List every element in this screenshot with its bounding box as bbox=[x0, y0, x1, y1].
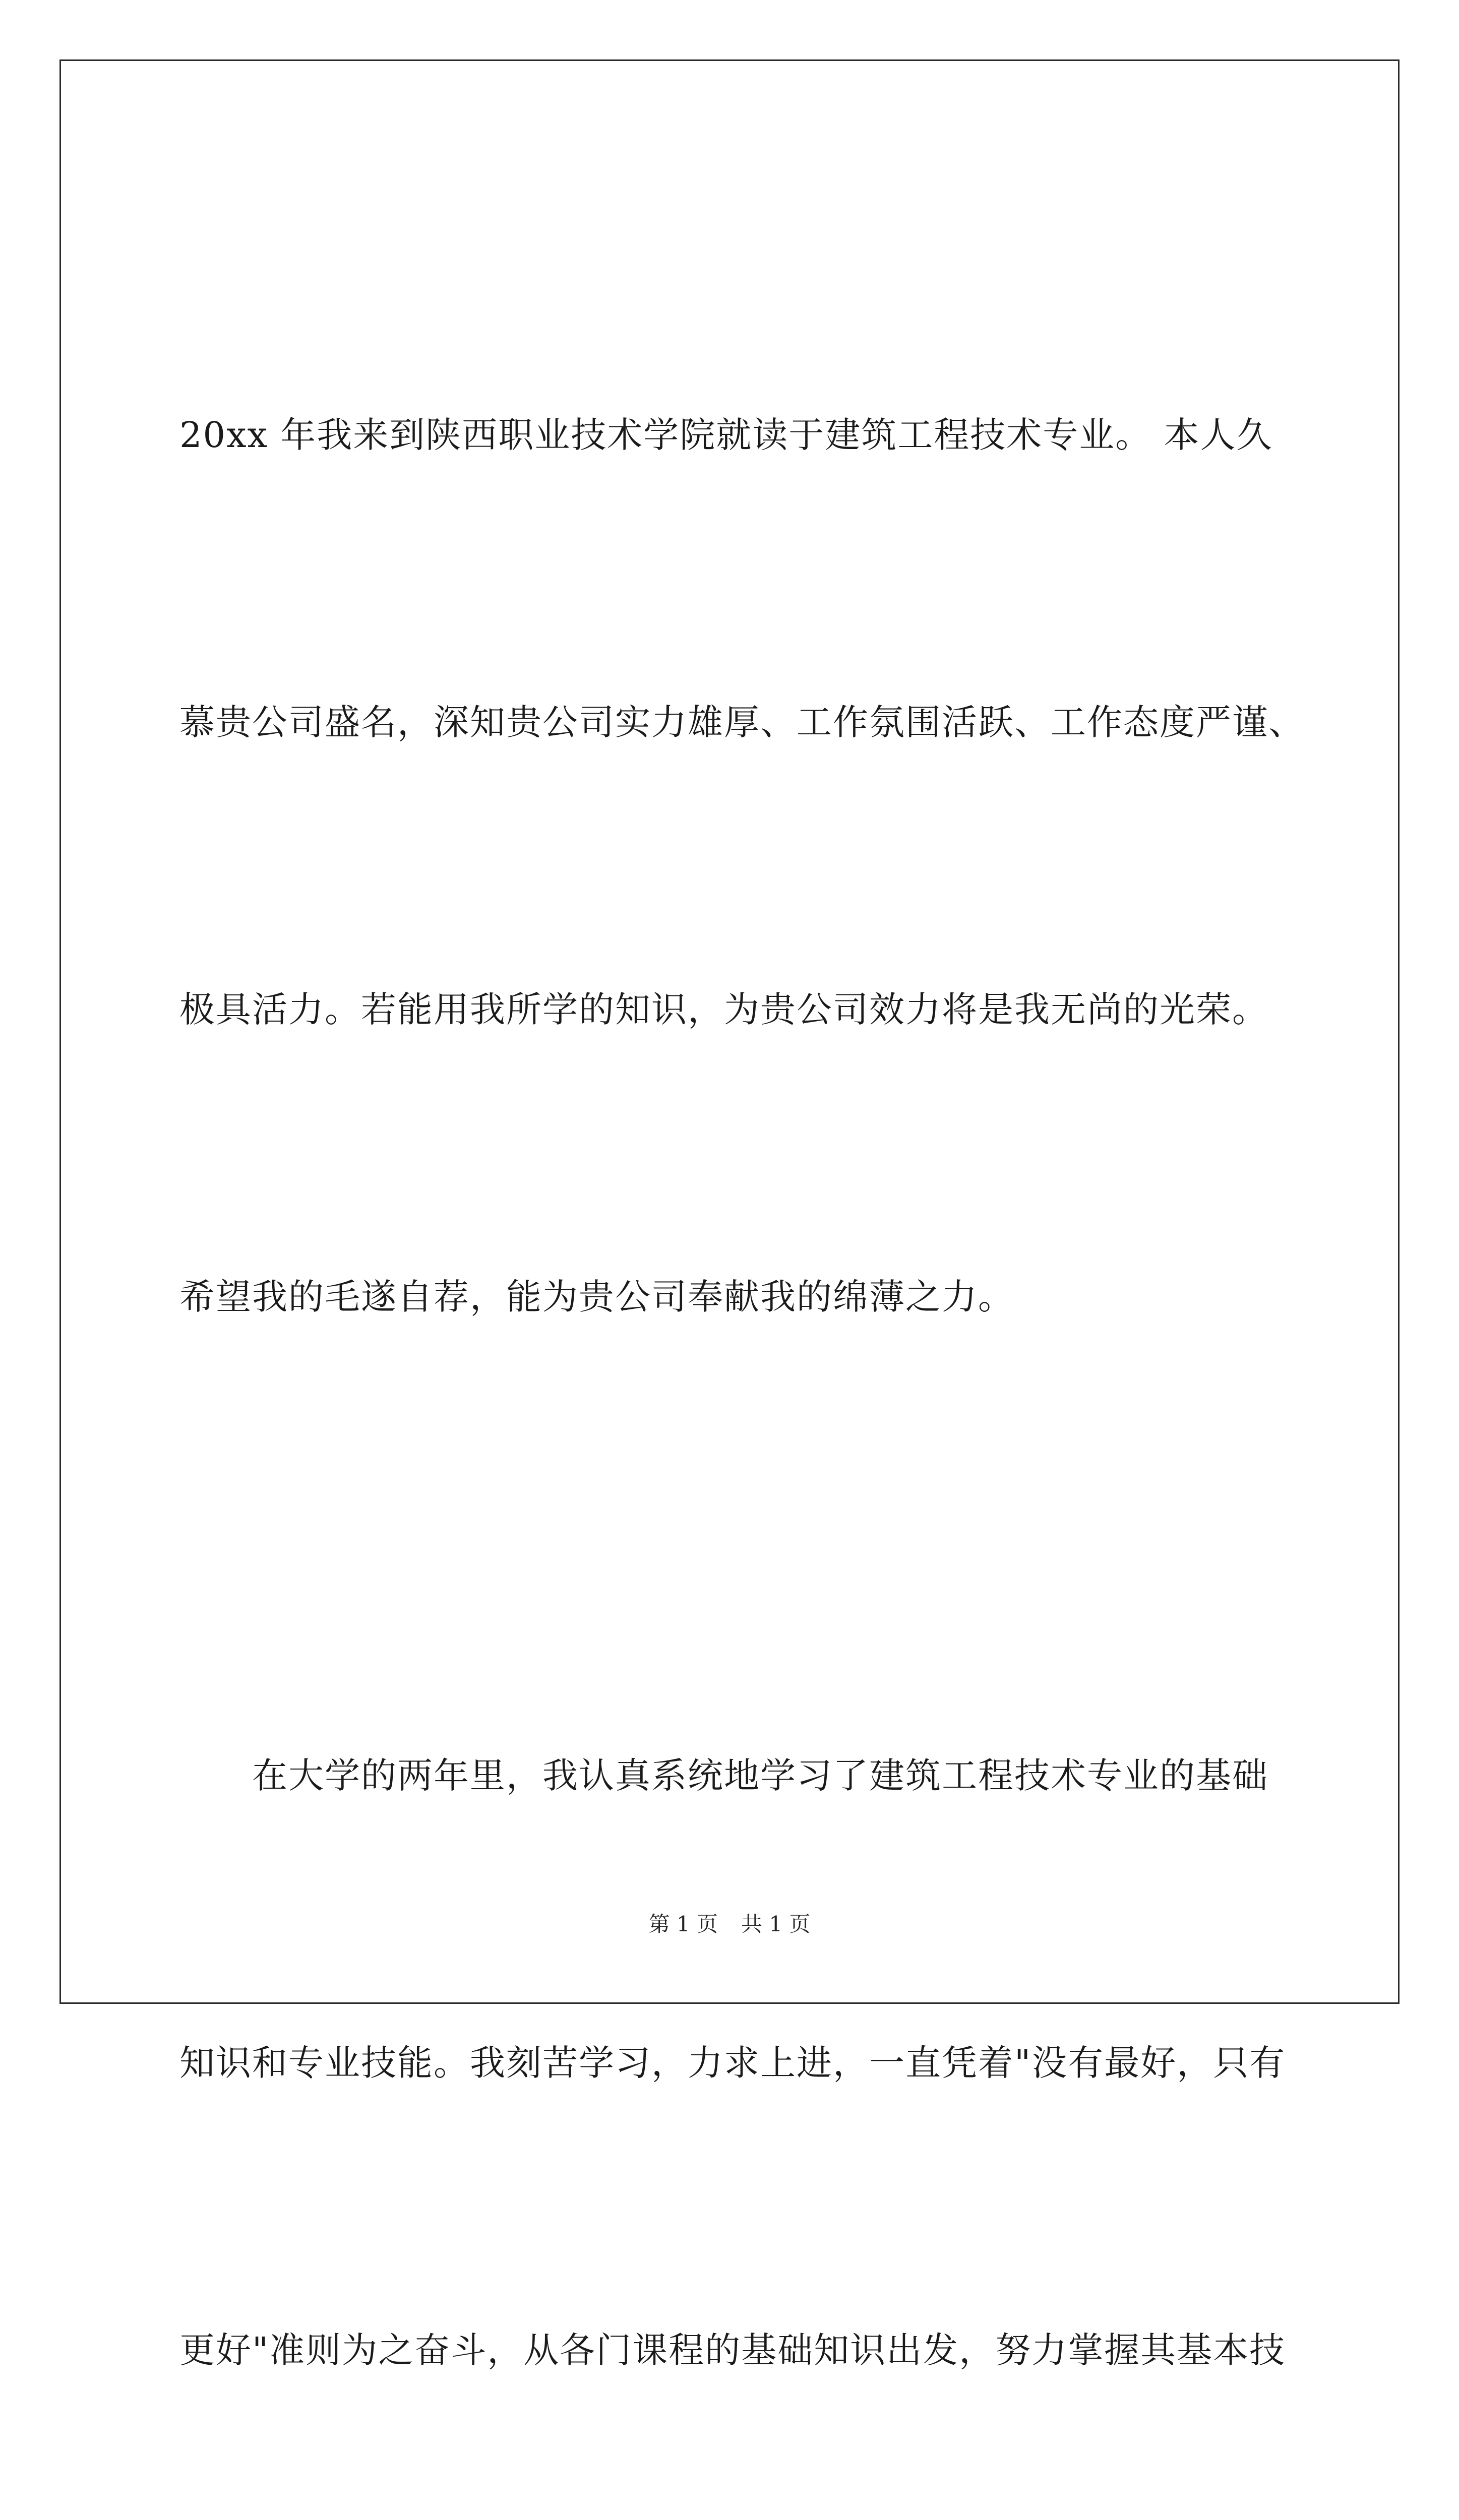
text-line: 更好"准则为之奋斗，从各门课程的基础知识出发，努力掌握其基本技 bbox=[179, 2329, 1286, 2371]
text-line: 在大学的两年里，我认真系统地学习了建筑工程技术专业的基础 bbox=[179, 1755, 1268, 1796]
text-line: 知识和专业技能。我刻苦学习，力求上进，一直凭着"没有最好，只有 bbox=[179, 2042, 1286, 2084]
page-footer bbox=[0, 1909, 1459, 1939]
text-line: 极具活力。若能用我所学的知识，为贵公司效力将是我无尚的光荣。 bbox=[179, 989, 1268, 1030]
page-total: 共 1 页 bbox=[741, 1912, 811, 1936]
paragraph bbox=[179, 1536, 1304, 2520]
text-line: 慕贵公司盛名，深知贵公司实力雄厚、工作氛围活跃、工作态度严谨、 bbox=[179, 702, 1305, 743]
document-body bbox=[179, 196, 1304, 2520]
page-number: 第 1 页 bbox=[648, 1912, 718, 1936]
text-line: 希望我的毛遂自荐，能为贵公司奉献我的绵薄之力。 bbox=[179, 1276, 1014, 1317]
paragraph bbox=[179, 196, 1304, 1536]
text-line: 20xx 年我来到陕西职业技术学院就读于建筑工程技术专业。 本人久 bbox=[179, 414, 1273, 456]
